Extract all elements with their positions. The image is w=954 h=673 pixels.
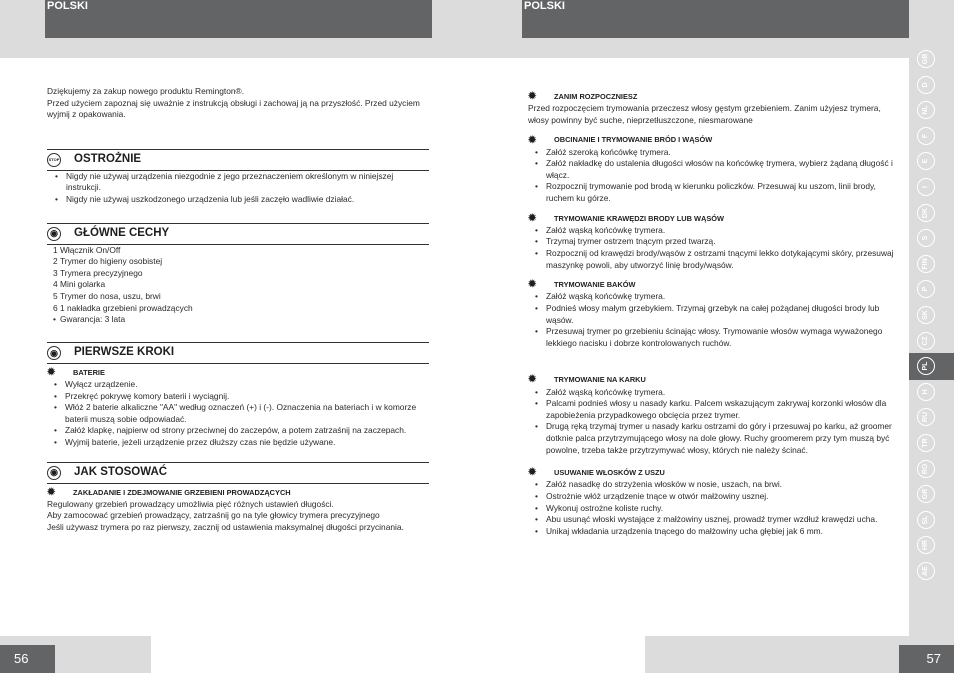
language-tab-gr[interactable]: GR [917,485,935,503]
item-number: 4 [53,279,58,290]
how-to-title: JAK STOSOWAĆ [74,465,168,478]
list-item [47,279,429,291]
section-title: ZANIM ROZPOCZNIESZ [554,92,638,101]
item-text: 1 nakładka grzebieni prowadzących [60,302,193,313]
list-item [47,245,429,257]
section-list [528,291,904,349]
item-text: Włącznik On/Off [60,244,121,255]
list-item: • Trzymaj trymer ostrzem tnącym przed twarzą. [528,236,904,248]
first-steps-title: PIERWSZE KROKI [74,345,175,358]
list-item: • Załóż klapkę, najpierw od strony przeciwnej do zaczepów, a potem zatrzaśnij na zaczepach. [47,425,429,437]
item-text: Trymer do nosa, uszu, brwi [60,290,161,301]
section-list [528,479,904,537]
how-to-heading [47,462,429,484]
page-number-left: 56 [0,645,55,673]
section-list [528,147,904,205]
list-item: • Przekręć pokrywę komory baterii i wyciągnij. [47,391,429,403]
item-number: 2 [53,256,58,267]
intro-line: Przed użyciem zapoznaj się uważnie z instrukcją obsługi i zachowaj ją na przyszłość. Przed użyciem wyjmij z opakowania. [47,97,420,120]
item-text: Trymera precyzyjnego [60,267,143,278]
list-item: • Załóż wąską końcówkę trymera. [528,225,904,237]
section-list [528,225,904,271]
section-subheading [528,92,904,102]
page-header-right: POLSKI [522,0,909,38]
right-column [528,92,904,537]
section-text: Przed rozpoczęciem trymowania przeczesz włosy gęstym grzebieniem. Zanim użyjesz trymera, włosy powinny być suche, nieprzetłuszczone, niesmarowane [528,103,881,125]
section-title: TRYMOWANIE BAKÓW [554,280,636,290]
language-tab-f[interactable]: F [917,127,935,145]
page-number-right: 57 [899,645,954,673]
list-item: • Abu usunąć włoski wystające z małżowiny usznej, prowadź trymer wzdłuż krawędzi ucha. [528,514,904,526]
comb-title: ZAKŁADANIE I ZDEJMOWANIE GRZEBIENI PROWADZĄCYCH [73,487,291,497]
language-tab-dk[interactable]: DK [917,204,935,222]
language-tab-i[interactable]: I [917,178,935,196]
language-tab-hr[interactable]: HR [917,536,935,554]
section-subheading [528,214,904,224]
list-item [47,268,429,280]
how-to-line: Aby zamocować grzebień prowadzący, zatrzaśnij go na tyle głowicy trymera precyzyjnego [47,510,380,521]
list-item: • Włóż 2 baterie alkaliczne "AA" według oznaczeń (+) i (-). Oznaczenia na bateriach i w komorze baterii muszą sobie odpowiadać. [47,402,429,425]
eye-icon: ◉ [47,466,61,480]
language-tabs [909,48,954,636]
section-title: OBCINANIE I TRYMOWANIE BRÓD I WĄSÓW [554,135,713,145]
sun-icon: ✹ [47,486,56,498]
sun-icon: ✹ [528,91,537,103]
item-number: 6 [53,302,58,313]
sun-icon: ✹ [47,366,56,378]
language-tab-p[interactable]: P [917,280,935,298]
list-item: • Załóż szeroką końcówkę trymera. [528,147,904,159]
list-item: • Załóż nasadkę do strzyżenia włosków w nosie, uszach, na brwi. [528,479,904,491]
list-item: • Załóż nakładkę do ustalenia długości włosów na końcówkę trymera, wybierz żądaną długość i włącz. [528,158,904,181]
section-subheading [528,375,904,385]
language-tab-cz[interactable]: CZ [917,332,935,350]
language-tab-ae[interactable]: AE [917,562,935,580]
list-item: • Nigdy nie używaj urządzenia niezgodnie z jego przeznaczeniem określonym w niniejszej instrukcji. [47,171,429,194]
section-title: TRYMOWANIE KRAWĘDZI BRODY LUB WĄSÓW [554,213,724,223]
list-item: • Nigdy nie używaj uszkodzonego urządzenia lub jeśli zaczęło wadliwie działać. [47,194,429,206]
section-title: USUWANIE WŁOSKÓW Z USZU [554,468,665,478]
eye-icon: ◉ [47,346,61,360]
list-item: • Wyjmij baterie, jeżeli urządzenie przez dłuższy czas nie będzie używane. [47,437,429,449]
item-text: Mini golarka [60,279,106,290]
language-tab-nl[interactable]: NL [917,101,935,119]
caution-heading [47,149,429,171]
language-tab-ro[interactable]: RO [917,460,935,478]
item-number: 1 [53,244,58,255]
list-item: • Unikaj wkładania urządzenia tnącego do małżowiny ucha głębiej jak 6 mm. [528,526,904,538]
sun-icon: ✹ [528,279,537,291]
language-tab-tr[interactable]: TR [917,434,935,452]
list-item [47,291,429,303]
list-item: • Wykonuj ostrożne koliste ruchy. [528,503,904,515]
list-item: • Wyłącz urządzenie. [47,379,429,391]
section-subheading [528,468,904,478]
sun-icon: ✹ [528,134,537,146]
language-tab-d[interactable]: D [917,76,935,94]
features-list [47,245,429,326]
sun-icon: ✹ [528,212,537,224]
list-item: • Załóż wąską końcówkę trymera. [528,387,904,399]
section-list [528,387,904,457]
batteries-subheading [47,368,429,378]
language-tab-pl[interactable]: PL [917,357,935,375]
item-number: 3 [53,267,58,278]
list-item: • Palcami podnieś włosy u nasady karku. Palcem wskazującym zakrywaj korzonki włosów dla zapobieżenia przypadkowego obcięcia przez trymer. [528,398,904,421]
list-item [47,303,429,315]
section-title: TRYMOWANIE NA KARKU [554,375,646,385]
list-item: • Podnieś włosy małym grzebykiem. Trzymaj grzebyk na całej pożądanej długości brody lub wąsów. [528,303,904,326]
list-item: • Rozpocznij od krawędzi brody/wąsów z ostrzami tnącymi lekko dotykającymi skóry, przesuwaj maszynkę powoli, aby utworzyć linię brody/wąsów. [528,248,904,271]
language-tab-sl[interactable]: SL [917,511,935,529]
page-header-left: POLSKI [45,0,432,38]
list-item: • Drugą ręką trzymaj trymer u nasady karku ostrzami do góry i przesuwaj po karku, aż groomer dotknie palca przytrzymującego włosy na dole głowy. Ruchy groomerem przy tym muszą być powolne, trzeba także przytrzymywać włosy, których nie należy ścinać. [528,421,904,456]
item-number: 5 [53,290,58,301]
language-tab-fin[interactable]: FIN [917,255,935,273]
batteries-title: BATERIE [73,367,105,377]
caution-list [47,171,429,206]
section-subheading [528,135,904,145]
how-to-line: Regulowany grzebień prowadzący umożliwia pięć różnych ustawień długości. [47,498,334,509]
list-item [47,314,429,326]
how-to-line: Jeśli używasz trymera po raz pierwszy, zacznij od ustawienia maksymalnej długości przycinania. [47,521,404,532]
language-tab-h[interactable]: H [917,383,935,401]
list-item [47,256,429,268]
list-item: • Załóż wąską końcówkę trymera. [528,291,904,303]
comb-subheading [47,488,429,498]
list-item: • Rozpocznij trymowanie pod brodą w kierunku policzków. Przesuwaj ku uszom, linii brody, ruchem ku górze. [528,181,904,204]
intro-line: Dziękujemy za zakup nowego produktu Remington®. [47,86,245,96]
caution-title: OSTROŻNIE [74,152,142,165]
sun-icon: ✹ [528,467,537,479]
features-title: GŁÓWNE CECHY [74,226,170,239]
language-tab-ru[interactable]: RU [917,408,935,426]
batteries-list [47,379,429,449]
left-column [47,86,429,534]
list-item: • Przesuwaj trymer po grzebieniu ścinając włosy. Trymowanie włosów wymaga wyważonego lekkiego nacisku i dobrze kontrolowanych ruchów. [528,326,904,349]
first-steps-heading [47,342,429,364]
language-tab-gb[interactable]: GB [917,50,935,68]
section-subheading [528,280,904,290]
item-text: Trymer do higieny osobistej [60,256,163,267]
eye-icon: ◉ [47,227,61,241]
language-tab-sk[interactable]: SK [917,306,935,324]
language-tab-s[interactable]: S [917,229,935,247]
stop-icon: STOP [47,153,61,167]
language-tab-e[interactable]: E [917,152,935,170]
features-heading [47,223,429,245]
sun-icon: ✹ [528,374,537,386]
bullet [47,314,60,326]
item-text: Gwarancja: 3 lata [60,314,126,325]
list-item: • Ostrożnie włóż urządzenie tnące w otwór małżowiny usznej. [528,491,904,503]
